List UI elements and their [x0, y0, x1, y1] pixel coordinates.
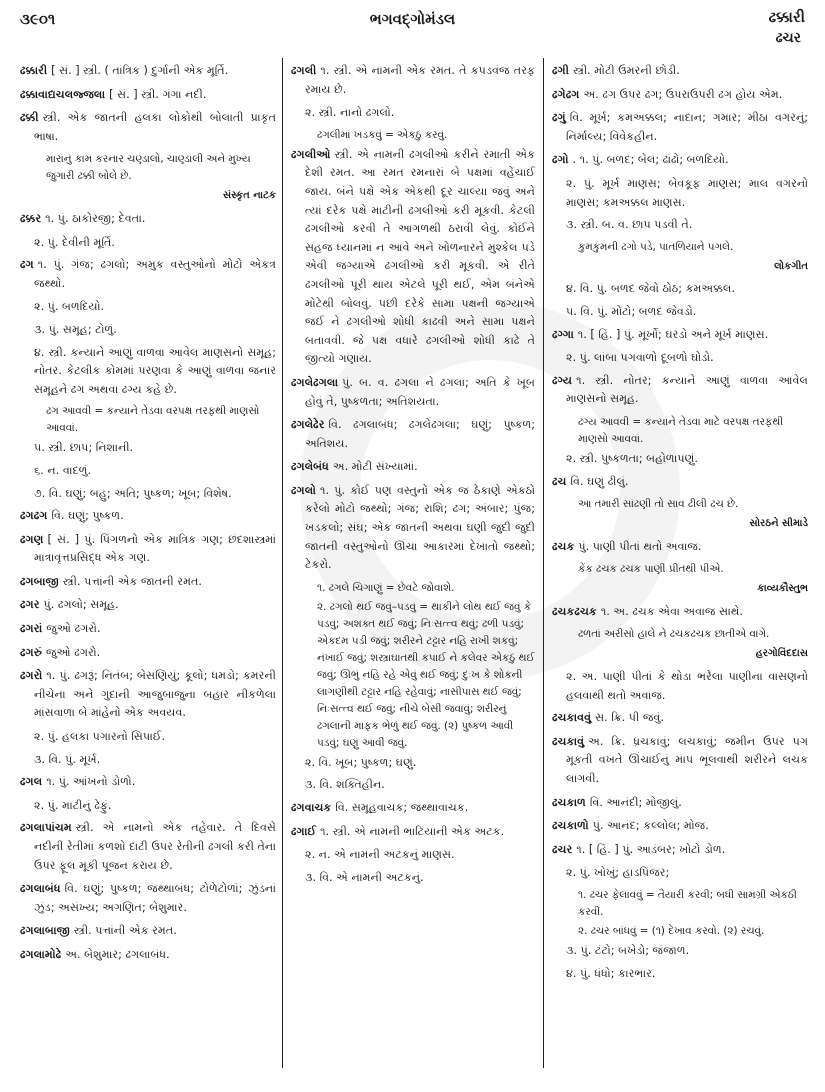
headword: ઢગરાં — [20, 622, 43, 636]
dictionary-entry — [20, 507, 276, 526]
definition: ૧. અ. ઢચક એવા અવાજ સાથે. — [600, 604, 743, 618]
dictionary-entry — [20, 596, 276, 615]
dictionary-entry — [20, 256, 276, 293]
headword: ઢગો — [552, 153, 569, 167]
dictionary-entry — [20, 819, 276, 875]
headword: ઢચકાળો — [552, 819, 589, 833]
usage-example: મારાનું કામ કરનાર ચણ્ડાલો, ચાણ્ડાલી અને મુખ્ય જુગારી ઢક્કી બોલે છે. — [46, 153, 251, 183]
headword: ઢગલાબાજી — [20, 924, 70, 938]
definition: ૧. સ્ત્રી. નોતર; કન્યાને આણું વાળવા આવેલ માણસનો સમૂહ. — [566, 373, 808, 406]
sense: ૬. ન. વાદળું. — [34, 463, 92, 477]
dictionary-entry — [20, 86, 276, 105]
dictionary-entry — [552, 372, 808, 409]
citation-source: લોકગીત — [774, 260, 808, 272]
column-3 — [544, 58, 814, 1068]
dictionary-entry — [20, 880, 276, 917]
headword: ઢચકઢચક — [552, 604, 597, 618]
definition: વિ. ઘણું; પુષ્કળ; જથ્થાબંધ; ટોળેટોળાં; ઝુંડનાં ઝુંડ; અસંખ્ય; અગણિત; બેશુમાર. — [34, 882, 276, 914]
definition: સ્ત્રી. મોટી ઉમરની છોડી. — [572, 64, 680, 77]
headword: ઢગલો — [291, 483, 316, 497]
headword: ઢક્કાવાદ્યચલજ્જલા — [20, 87, 106, 101]
definition: ૧. પું. આંખનો ડોળો. — [46, 775, 136, 789]
definition: [ સં. ] સ્ત્રી. ગંગા નદી. — [109, 87, 207, 101]
headword: ઢગલામોઢે — [20, 947, 62, 961]
usage-example: ઢગ આવવી = કન્યાને તેડવા વરપક્ષ તરફથી માણસો આવવાં. — [46, 405, 260, 435]
sense: ૨. પું. મૂર્ખ માણસ; બેવકૂફ માણસ; માલ વગરનો માણસ; કમઅક્કલ માણસ. — [566, 176, 808, 209]
guide-word-last: ઢચર — [775, 30, 801, 46]
headword: ઢગલીઓ — [291, 147, 331, 161]
definition: ૧. પું. ગંજ; ઢગલો; અમુક વસ્તુઓનો મોટો એકત્ર જથ્થો. — [34, 258, 276, 290]
definition: . ૧. પું. બળદ; બેલ; ઢાંઢો; બળદિયો. — [572, 153, 729, 167]
headword: ઢગર — [20, 598, 40, 612]
page-number: ૩૯૦૧ — [20, 10, 56, 28]
citation-source: સોરઠને સીમાડે — [749, 518, 808, 530]
headword: ઢચકાવું — [552, 734, 585, 748]
headword: ઢચક — [552, 539, 575, 553]
headword: ઢચર — [552, 842, 573, 856]
guide-word-first: ઢક્કારી — [768, 8, 805, 26]
dictionary-entry — [20, 946, 276, 965]
sense: ૨. વિ. ખૂબ; પુષ્કળ; ઘણું. — [305, 755, 417, 769]
sense: ૩. પું. સમૂહ; ટોળું. — [34, 322, 117, 336]
definition: વિ. ઢગલાબંધ; ઢગલેઢગલા; ઘણું; પુષ્કળ; અતિશય. — [305, 418, 535, 450]
dictionary-entry — [552, 151, 808, 170]
dictionary-entry — [20, 62, 276, 81]
headword: ઢગલેબંધ — [291, 460, 329, 474]
dictionary-entry — [20, 109, 276, 146]
dictionary-entry — [291, 62, 535, 99]
headword: ઢગરો — [20, 669, 43, 683]
definition: ૧. સ્ત્રી. એ નામની ભાટિયાની એક અટક. — [320, 824, 505, 838]
definition: [ સં. ] સ્ત્રી. ( તાંત્રિક ) દુર્ગાની એક મૂર્તિ. — [51, 64, 229, 77]
dictionary-entry — [552, 473, 808, 492]
usage-example: ઢગલીમાં ખડકવું = એકઠું કરવું. — [317, 128, 448, 141]
headword: ઢગ્ગા — [552, 327, 574, 341]
definition: અ. મોટી સંખ્યામાં. — [332, 460, 418, 474]
headword: ઢગાઈ — [291, 824, 317, 838]
definition: ૧. પું. કોઈ પણ વસ્તુનો એક જ ઠેકાણે એકઠો કરેલો મોટો જથ્થો; ગંજ; રાશિ; ઢગ; અંબાર; પુંજ; ખડકલો; સંઘ; એક જાતની અથવા ઘણી જુદી જુદી જાતની વસ્તુઓનો ઊંચા આકારમાં દેખાતો જથ્થો; ટેકરો. — [305, 483, 535, 572]
dictionary-entry — [552, 62, 808, 81]
sense: ૨. ન. એ નામની અટકનું માણસ. — [305, 848, 455, 862]
definition: ૧. [ હિં. ] પું. મૂર્ખો; ઘરડો અને મૂર્ખ માણસ. — [577, 327, 769, 341]
definition: વિ. ઘણું; પુષ્કળ. — [51, 509, 124, 523]
sense: ૨. પું. માટીનું ઢેફું. — [34, 798, 112, 812]
definition: પું. પાણી પીતાં થતો અવાજ. — [578, 539, 702, 553]
usage-example: ૨. ઢચર બાંધવું = (૧) દેખાવ કરવો. (૨) રચવું. — [578, 925, 765, 937]
headword: ઢક્કારી — [20, 64, 48, 77]
definition: સ્ત્રી. પત્તાંની એક જાતની રમત. — [62, 574, 202, 588]
headword: ઢગું — [552, 111, 566, 125]
headword: ઢગઢગ — [20, 509, 48, 523]
definition: સ્ત્રી. એક જાતની હલકા લોકોથી બોલાતી પ્રાકૃત ભાષા. — [34, 111, 276, 143]
headword: ઢગેઢગ — [552, 87, 580, 101]
usage-example: ૨. ઢગલો થઈ જવું–પડવું = થાકીને લોથ થઈ જવું કે પડવું; અશક્ત થઈ જવું; નિઃસત્ત્વ થવું; ઢળી પડવું; એકદમ પડી જવું; શરીરને ટટ્ટાર નહિ રાખી શકવું; નંખાઈ જવું; શસ્ત્રાઘાતથી કપાઈ ને કલેવર એકઠું થઈ જવું; ઊભું નહિ રહે એવું થઈ જવું; દુઃખ કે શોકની લાગણીથી ટટ્ટાર નહિ રહેવાવું; નાસીપાસ થઈ જવું; નિઃસત્ત્વ થઈ જવું; નીચે બેસી જવાવું; શરીરનું ઢગલાની માફક ભેળું થઈ જવું. (૨) પુષ્કળ આવી પડવું; ઘણું આવી જવું. — [317, 600, 535, 749]
sense: ૨. અ. પાણી પીતાં કે થોડા ભરેલા પાણીના વાસણનો હલવાથી થતો અવાજ. — [566, 670, 808, 702]
definition: સ્ત્રી. એ નામનો એક તહેવાર. તે દિવસે નદીની રેતીમાં કળશો દાટી ઉપર રેતીની ઢગલી કરી તેના ઉપર ફૂલ મૂકી પૂજન કરાય છે. — [34, 821, 276, 872]
usage-example: ૧. ઢચર ફેલાવવું = તૈયારી કરવી; બધી સામગ્રી એકઠી કરવી. — [578, 889, 797, 918]
dictionary-entry — [20, 922, 276, 941]
dictionary-entry — [291, 799, 535, 818]
citation-source: કાવ્યકૌસ્તુભ — [757, 583, 808, 595]
dictionary-entry — [552, 841, 808, 860]
sense: ૩. વિ. પું. મૂર્ખ. — [34, 752, 101, 766]
headword: ઢગલાબંધ — [20, 882, 61, 896]
definition: ૧. પું. ઢગરૂં; નિતંબ; બેસણિયું; કૂલો; ધમડો; કમરની નીચેના અને ગુદાની આજુબાજુના બહાર નીકળેલા માંસવાળા બે માંહેનો એક અવયવ. — [34, 669, 276, 720]
definition: [ સં. ] પું. પિંગળનો એક માત્રિક ગણ; છંદશાસ્ત્રમાં માત્રાવૃત્તપ્રસિદ્ધ એક ગણ. — [34, 532, 276, 565]
headword: ઢગવાચક — [291, 801, 332, 815]
sense: ૨. સ્ત્રી. પુષ્કળતા; બહોળાપણું. — [566, 451, 698, 465]
sense: ૫. સ્ત્રી. છાપ; નિશાની. — [34, 441, 134, 455]
page-header — [0, 0, 825, 50]
headword: ઢગલેઢગલા — [291, 375, 339, 389]
headword: ઢગલી — [291, 64, 317, 77]
headword: ઢક્કર — [20, 211, 42, 225]
definition: સ્ત્રી. એ નામની ઢગલીઓ કરીને રમાતી એક દેશી રમત. આ રમત રમનારાં બે પક્ષમાં વહેંચાઈ જાય. બંને પક્ષે એક એકથી દૂર ચાલ્યા જવું અને ત્યાં દરેક પક્ષે માટીની ઢગલીઓ કરી મૂકવી. કેટલી ઢગલીઓ કરવી તે આગળથી ઠરાવી લેવું. કોઈને સહજ ધ્યાનમાં ન આવે અને ખોળનારને મુશ્કેલ પડે એવી જગ્યાએ ઢગલીઓ કરી મૂકવી. એ રીતે ઢગલીઓ પૂરી થાય એટલે પૂરી થઈ, એમ બંનેએ મોટેથી બોલવું. પછી દરેકે સામા પક્ષની જગ્યાએ જઈ ને ઢગલીઓ શોધી કાઢવી અને સામા પક્ષને બતાવવી. જે પક્ષ વધારે ઢગલીઓ શોધી કાઢે તે જીત્યો ગણાય. — [305, 147, 535, 366]
column-1 — [14, 58, 282, 1068]
dictionary-entry — [291, 823, 535, 842]
sense: ૫. વિ. પું. મોટો; બળદ જેવડો. — [566, 304, 697, 318]
definition: વિ. આનંદી; મોજીલું. — [589, 795, 682, 809]
headword: ઢચકાવવું — [552, 711, 592, 725]
dictionary-entry — [20, 531, 276, 568]
usage-example: આ તમારી સાંઢણી તો સાવ ઢીલી ઢચ છે. — [578, 498, 739, 511]
definition: સ. ક્રિ. પી જવું. — [595, 711, 664, 725]
sense: ૭. વિ. ઘણું; બહુ; અતિ; પુષ્કળ; ખૂબ; વિશેષ. — [34, 486, 232, 500]
sense: ૨. પું. લાંબા પગવાળો દૂબળો ઘોડો. — [566, 351, 714, 365]
usage-example: ઢગ્ય આવવી = કન્યાને તેડવા માટે વરપક્ષ તરફથી માણસો આવવાં. — [578, 415, 784, 445]
headword: ઢગણ — [20, 532, 44, 546]
sense: ૪. વિ. પું. બળદ જેવો ઠોઠ; કમઅક્કલ. — [566, 282, 736, 296]
sense: ૩. વિ. એ નામની અટકનું. — [305, 870, 424, 884]
definition: જુઓ ઢગરો. — [46, 622, 101, 636]
definition: પું. આનંદ; કલ્લોલ; મોજ. — [592, 819, 709, 833]
headword: ઢચ — [552, 474, 567, 488]
sense: ૨. પું. હલકા પગારનો સિપાઈ. — [34, 730, 166, 744]
definition: અ. બેશુમાર; ઢગલાબંધ. — [65, 947, 170, 961]
definition: અ. ઢગ ઉપર ઢગ; ઉપરાઉપરી ઢગ હોય એમ. — [583, 87, 783, 101]
sense: ૩. પું. ટંટો; બખેડો; જંજાળ. — [566, 944, 690, 957]
usage-example: કેંક ઢચક ઢચક પાણી પ્રીતથી પીએ. — [578, 563, 724, 576]
sense: ૨. સ્ત્રી. નાનો ઢગલો. — [305, 106, 395, 120]
dictionary-entry — [552, 109, 808, 146]
definition: ૧. પું. ઠાકોરજી; દેવતા. — [45, 211, 146, 225]
definition: સ્ત્રી. પત્તાંની એક રમત. — [73, 924, 177, 938]
headword: ઢચકાળ — [552, 795, 586, 809]
headword: ઢગ્ય — [552, 373, 573, 387]
headword: ઢગલેઢેર — [291, 418, 325, 432]
definition: ૧. [ હિં. ] પું. આડંબર; ખોટો ડોળ. — [576, 842, 726, 856]
definition: પું. ઢગલો; સમૂહ. — [43, 598, 119, 612]
dictionary-entry — [552, 326, 808, 345]
headword: ઢગી — [552, 64, 569, 77]
dictionary-entry — [20, 210, 276, 229]
definition: વિ. સમૂહવાચક; જથ્થાવાચક. — [335, 801, 469, 815]
column-2 — [282, 58, 544, 1068]
dictionary-entry — [20, 644, 276, 663]
citation-source: સંસ્કૃત નાટક — [222, 190, 276, 202]
definition: અ. ક્રિ. ધ્રચકાવું; લચકાવું; જમીન ઉપર પગ મૂકતી વખતે ઊંચાઈનું માપ ભૂલવાથી શરીરને લચક લાગવી. — [566, 734, 808, 786]
dictionary-entry — [552, 794, 808, 813]
definition: વિ. મૂર્ખ; કમઅક્કલ; નાદાન; ગમાર; મીઠા વગરનું; નિર્માલ્ય; વિવેકહીન. — [566, 111, 808, 143]
sense: ૩. સ્ત્રી. બ. વ. છાપ પડવી તે. — [566, 218, 693, 232]
dictionary-entry — [552, 86, 808, 105]
sense: ૨. પું. દેવીની મૂર્તિ. — [34, 235, 115, 249]
dictionary-entry — [552, 817, 808, 836]
definition: ૧. સ્ત્રી. એ નામની એક રમત. તે કપડવંજ તરફ રમાય છે. — [305, 64, 535, 96]
sense: ૨. પું. ખોખું; હાડપિંજર; — [566, 866, 670, 880]
dictionary-entry — [291, 146, 535, 369]
dictionary-entry — [291, 416, 535, 453]
dictionary-entry — [20, 773, 276, 792]
headword: ઢક્કી — [20, 111, 39, 125]
definition: જુઓ ઢગરો. — [45, 645, 101, 659]
dictionary-entry — [552, 709, 808, 728]
headword: ઢગલાપાંચમ — [20, 821, 72, 835]
headword: ઢગબાજી — [20, 574, 59, 588]
dictionary-columns — [14, 58, 814, 1068]
sense: ૩. વિ. શક્તિહીન. — [305, 778, 385, 792]
definition: પું. બ. વ. ઢગલા ને ઢગલા; અતિ કે ખૂબ હોવું તે, પુષ્કળતા; અતિશયતા. — [305, 375, 535, 408]
dictionary-entry — [552, 603, 808, 622]
dictionary-entry — [291, 458, 535, 477]
sense: ૨. પું. બળદિયો. — [34, 300, 105, 314]
dictionary-entry — [552, 733, 808, 789]
running-title: ભગવદ્ગોમંડલ — [369, 10, 456, 28]
usage-example: કુમકુમની ઢગો પડે, પાતળિયાને પગલે. — [578, 240, 734, 253]
sense: ૪. પું. ધંધો; કારભાર. — [566, 966, 656, 980]
headword: ઢગ — [20, 258, 34, 272]
definition: વિ. ઘણું ઢીલું. — [570, 474, 629, 488]
sense: ૪. સ્ત્રી. કન્યાને આણું વાળવા આવેલ માણસનો સમૂહ; નોતર. કેટલીક કોમમાં પરણવા કે આણું વાળવા જનાર સમૂહને ઢગ અથવા ઢગ્ય કહે છે. — [34, 345, 276, 396]
dictionary-entry — [291, 374, 535, 411]
headword: ઢગલ — [20, 775, 43, 789]
dictionary-entry — [20, 620, 276, 639]
dictionary-entry — [20, 573, 276, 592]
headword: ઢગરું — [20, 645, 42, 659]
citation-source: હરગોવિંદદાસ — [755, 648, 808, 660]
dictionary-entry — [20, 667, 276, 723]
usage-example: ૧. ઢગલે ચિગાણું = છેવટે જોવાશે. — [317, 581, 455, 594]
usage-example: ઢળતાં અરીસો હાલે ને ઢચકઢચક છાતીએ વાગે. — [578, 628, 770, 641]
dictionary-entry — [291, 482, 535, 575]
dictionary-entry — [552, 538, 808, 557]
